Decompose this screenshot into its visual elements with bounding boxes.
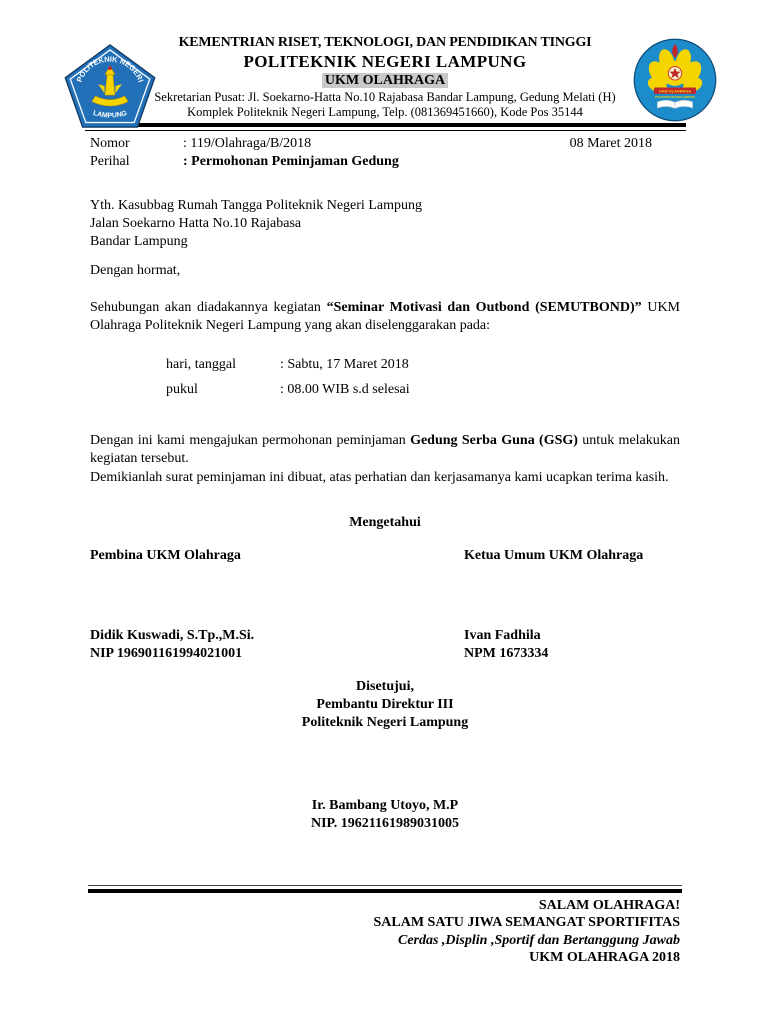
approval-line-2: Pembantu Direktur III — [316, 697, 454, 712]
number-value: : 119/Olahraga/B/2018 — [183, 135, 312, 151]
left-signer-id: NIP 196901161994021001 — [90, 646, 243, 661]
footer-motto: Cerdas ,Displin ,Sportif dan Bertanggung Jawab — [397, 932, 680, 948]
approval-line-1: Disetujui, — [356, 679, 414, 694]
institution-line: POLITEKNIK NEGERI LAMPUNG — [243, 52, 527, 71]
right-logo-banner-text: UKM OLAHRAGA — [658, 89, 692, 94]
footer-divider — [88, 885, 682, 893]
right-logo-sub-text: POLITEKNIK NEGERI LAMPUNG — [654, 96, 696, 100]
event-details — [166, 352, 680, 402]
left-signer — [90, 627, 254, 663]
left-logo-bottom-text: LAMPUNG — [92, 109, 128, 120]
letterhead — [74, 34, 696, 120]
letterhead-divider — [85, 123, 686, 131]
salutation: Dengan hormat, — [90, 262, 181, 278]
approval-line-3: Politeknik Negeri Lampung — [301, 715, 469, 730]
subject-label: Perihal — [90, 153, 130, 169]
letter-date: 08 Maret 2018 — [569, 135, 652, 151]
right-signer-id: NPM 1673334 — [464, 646, 549, 661]
left-signer-name: Didik Kuswadi, S.Tp.,M.Si. — [90, 628, 255, 643]
detail-day-row — [166, 352, 680, 377]
request-text-2: untuk melakukan kegiatan tersebut. — [90, 432, 680, 466]
polinela-logo-icon — [64, 44, 156, 128]
event-name: “Seminar Motivasi dan Outbond (SEMUTBOND)” — [326, 299, 642, 315]
right-signer — [464, 627, 680, 663]
letterhead-text — [90, 34, 680, 120]
right-signer-name: Ivan Fadhila — [464, 628, 541, 643]
ministry-line: KEMENTRIAN RISET, TEKNOLOGI, DAN PENDIDIKAN TINGGI — [178, 35, 592, 50]
opening-text-2: UKM Olahraga Politeknik Negeri Lampung yang akan diselenggarakan pada: — [90, 299, 681, 333]
number-row — [90, 135, 680, 153]
request-text-1: Dengan ini kami mengajukan permohonan peminjaman — [90, 432, 411, 448]
request-paragraph — [90, 432, 680, 469]
opening-paragraph — [90, 299, 680, 336]
ukm-olahraga-circle-logo — [633, 38, 717, 122]
approver-block — [90, 797, 680, 833]
recipient-line-2: Jalan Soekarno Hatta No.10 Rajabasa — [90, 215, 302, 231]
left-signer-role: Pembina UKM Olahraga — [90, 548, 241, 563]
time-value: : 08.00 WIB s.d selesai — [280, 381, 410, 397]
closing-paragraph: Demikianlah surat peminjaman ini dibuat, atas perhatian dan kerjasamanya kami ucapkan terima kasih. — [90, 469, 669, 485]
day-label: hari, tanggal — [166, 356, 236, 372]
organization-highlight: UKM OLAHRAGA — [322, 73, 448, 88]
subject-row — [90, 153, 680, 171]
detail-time-row — [166, 377, 680, 402]
footer-block — [90, 897, 680, 967]
footer-line-2: SALAM SATU JIWA SEMANGAT SPORTIFITAS — [373, 915, 680, 930]
right-signer-role: Ketua Umum UKM Olahraga — [464, 548, 644, 563]
address-line-1: Sekretarian Pusat: Jl. Soekarno-Hatta No.10 Rajabasa Bandar Lampung, Gedung Melati (H) — [154, 90, 616, 104]
approval-block — [90, 678, 680, 732]
organization-line — [90, 72, 680, 90]
approver-id: NIP. 19621161989031005 — [310, 816, 460, 831]
approver-name: Ir. Bambang Utoyo, M.P — [311, 798, 459, 813]
recipient-line-3: Bandar Lampung — [90, 233, 188, 249]
left-logo-top-text: POLITEKNIK NEGERI — [74, 54, 146, 84]
ukm-olahraga-logo-icon — [633, 38, 717, 122]
subject-value: : Permohonan Peminjaman Gedung — [183, 153, 399, 169]
letter-meta — [90, 135, 680, 171]
building-name: Gedung Serba Guna (GSG) — [410, 432, 578, 448]
footer-line-1: SALAM OLAHRAGA! — [538, 897, 680, 913]
recipient-line-1: Yth. Kasubbag Rumah Tangga Politeknik Negeri Lampung — [90, 197, 422, 213]
day-value: : Sabtu, 17 Maret 2018 — [280, 356, 409, 372]
signature-roles-row — [90, 547, 680, 565]
recipient-block — [90, 197, 680, 251]
footer-line-4: UKM OLAHRAGA 2018 — [529, 950, 680, 965]
address-line-2: Komplek Politeknik Negeri Lampung, Telp. (081369451660), Kode Pos 35144 — [187, 105, 583, 119]
number-label: Nomor — [90, 135, 130, 151]
acknowledged-heading: Mengetahui — [349, 515, 421, 530]
opening-text-1: Sehubungan akan diadakannya kegiatan — [90, 299, 327, 315]
signature-names-row — [90, 627, 680, 663]
time-label: pukul — [166, 381, 198, 397]
polinela-pentagon-logo — [64, 44, 156, 128]
